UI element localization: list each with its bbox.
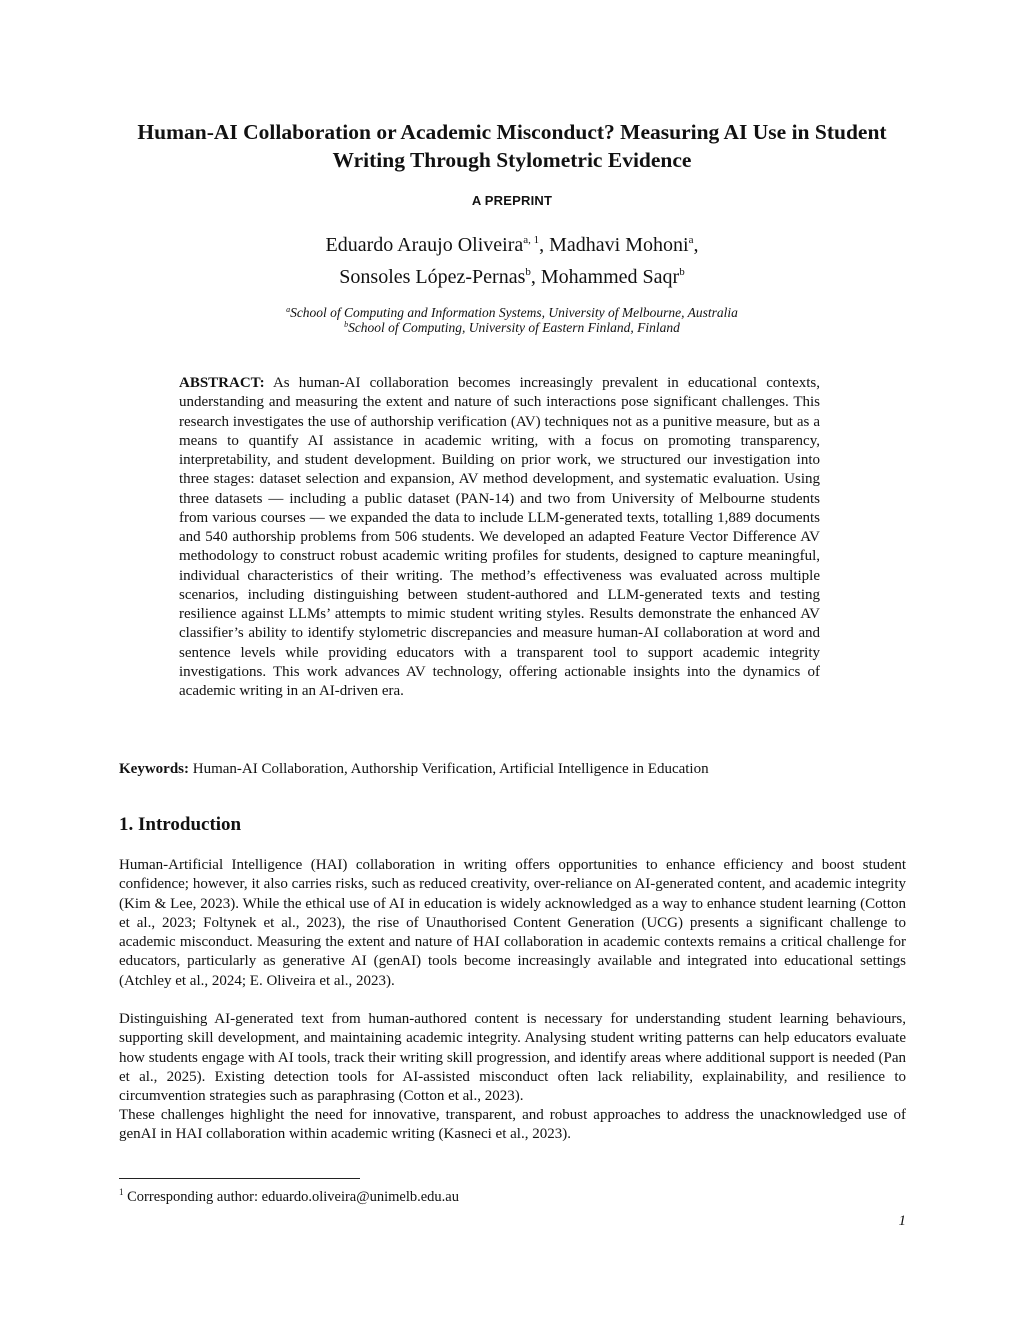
author-name: Eduardo Araujo Oliveira — [325, 234, 524, 256]
author-name: Sonsoles López-Pernas — [339, 266, 526, 288]
body-paragraph: Human-Artificial Intelligence (HAI) collaboration in writing offers opportunities to enhance efficiency and boost student confidence; however, it also carries risks, such as reduced creativity, over-reliance on AI-generated content, and academic integrity (Kim & Lee, 2023). While the ethical use of AI in education is widely acknowledged as a way to enhance student learning (Cotton et al., 2023; Foltynek et al., 2023), the rise of Unauthorised Content Generation (UCG) presents a significant challenge to academic misconduct. Measuring the extent and nature of HAI collaboration in academic contexts remains a critical challenge for educators, particularly as generative AI (genAI) tools become increasingly available and integrated into educational settings (Atchley et al., 2024; E. Oliveira et al., 2023). — [119, 857, 906, 989]
page-number: 1 — [898, 1213, 906, 1229]
affiliation — [100, 320, 924, 335]
keywords-label: Keywords: — [119, 761, 189, 777]
author-affiliation-mark: a — [688, 234, 694, 246]
keywords — [119, 760, 909, 779]
affiliation — [100, 305, 924, 320]
abstract — [179, 374, 820, 701]
keywords-text: Human-AI Collaboration, Authorship Verification, Artificial Intelligence in Education — [192, 761, 709, 777]
footnote — [119, 1188, 459, 1206]
author-affiliation-mark: a, 1 — [523, 234, 540, 246]
abstract-text: As human-AI collaboration becomes increasingly prevalent in educational contexts, understanding and measuring the extent and nature of such interactions pose significant challenges. This research investigates the use of authorship verification (AV) techniques not as a punitive measure, but as a means to quantify AI assistance in academic writing, with a focus on promoting transparency, interpretability, and student development. Building on prior work, we structured our investigation into three stages: dataset selection and expansion, AV method development, and systematic evaluation. Using three datasets — including a public dataset (PAN-14) and two from University of Melbourne students from various courses — we expanded the data to include LLM-generated texts, totalling 1,889 documents and 540 authorship problems from 506 students. We developed an adapted Feature Vector Difference AV methodology to construct robust academic writing profiles for students, designed to capture meaningful, individual characteristics of their writing. The method’s effectiveness was evaluated across multiple scenarios, including distinguishing between student-authored and LLM-generated texts and testing resilience against LLMs’ attempts to mimic student writing styles. Results demonstrate the enhanced AV classifier’s ability to identify stylometric discrepancies and measure human-AI collaboration at word and sentence levels while providing educators with a transparent tool to support academic integrity investigations. This work advances AV technology, offering actionable insights into the dynamics of academic writing in an AI-driven era. — [179, 375, 820, 699]
author-list — [100, 229, 924, 293]
footnote-divider — [119, 1178, 360, 1179]
author-separator: , — [530, 266, 541, 288]
paper-title: Human-AI Collaboration or Academic Misconduct? Measuring AI Use in Student Writing Through Stylometric Evidence — [137, 120, 887, 172]
body-paragraph: These challenges highlight the need for innovative, transparent, and robust approaches to address the unacknowledged use of genAI in HAI collaboration within academic writing (Kasneci et al., 2023). — [119, 1107, 906, 1143]
preprint-label: A PREPRINT — [471, 193, 553, 208]
author-separator: , — [539, 234, 550, 256]
author-affiliation-mark: b — [679, 266, 685, 278]
body-paragraph: Distinguishing AI-generated text from human-authored content is necessary for understanding student learning behaviours, supporting skill development, and maintaining academic integrity. Analysing student writing patterns can help educators evaluate how students engage with AI tools, track their writing skill progression, and identify areas where additional support is needed (Pan et al., 2025). Existing detection tools for AI-assisted misconduct often lack reliability, explainability, and resilience to circumvention strategies such as paraphrasing (Cotton et al., 2023). — [119, 1011, 906, 1105]
author-separator: , — [693, 234, 699, 256]
affiliation-list — [100, 305, 924, 335]
abstract-label: ABSTRACT: — [179, 375, 265, 391]
affiliation-text: School of Computing and Information Systems, University of Melbourne, Australia — [290, 305, 738, 320]
footnote-mark: 1 — [119, 1187, 124, 1197]
author-affiliation-mark: b — [525, 266, 531, 278]
affiliation-text: School of Computing, University of Eastern Finland, Finland — [348, 320, 680, 335]
section-heading: 1. Introduction — [119, 814, 242, 835]
affiliation-mark: a — [286, 305, 291, 314]
author-name: Mohammed Saqr — [540, 266, 680, 288]
footnote-text: Corresponding author: eduardo.oliveira@unimelb.edu.au — [127, 1189, 459, 1205]
author-name: Madhavi Mohoni — [549, 234, 689, 256]
affiliation-mark: b — [344, 320, 349, 329]
